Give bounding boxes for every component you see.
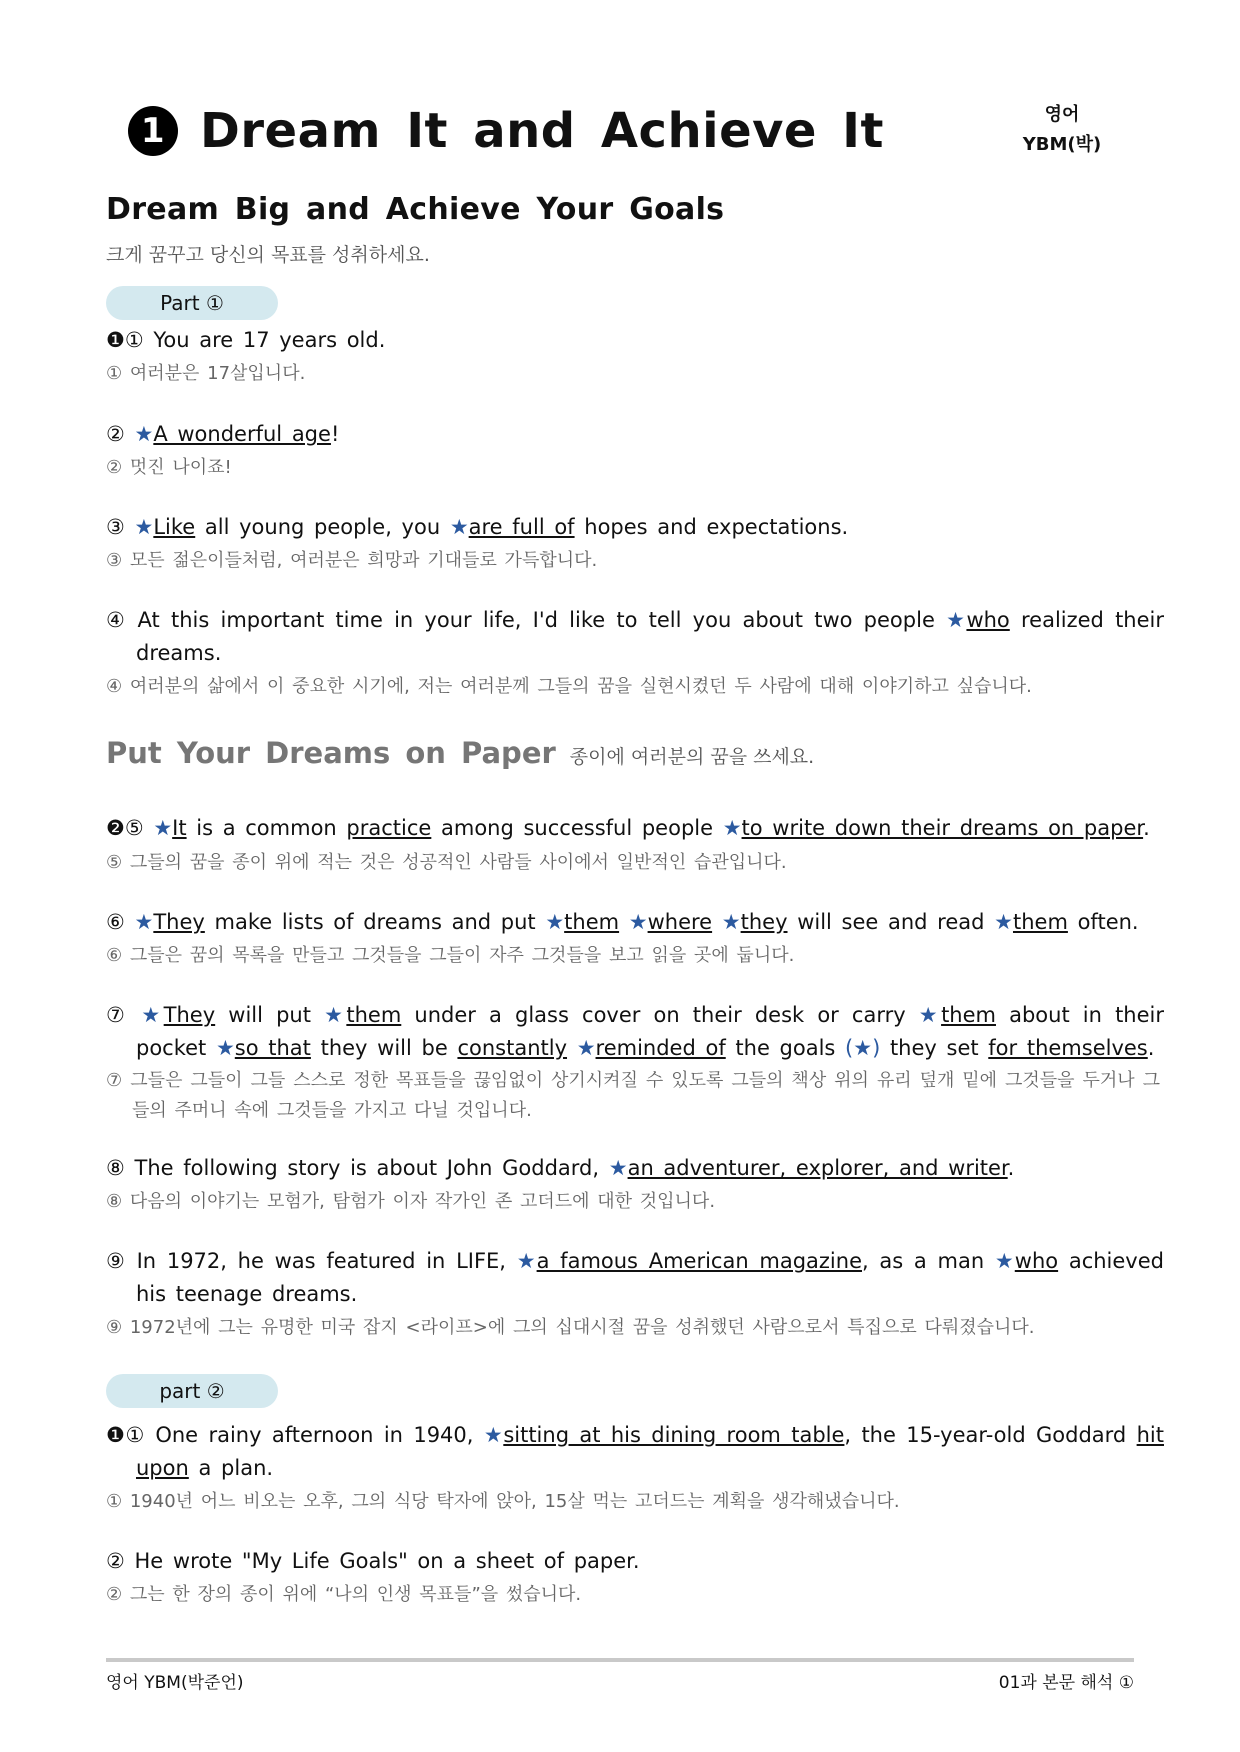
sentence-3-kr: ③ 모든 젊은이들처럼, 여러분은 희망과 기대들로 가득합니다. xyxy=(106,550,598,571)
star-icon: ★ xyxy=(516,1249,537,1273)
star-icon: ★ xyxy=(545,910,565,934)
sentence-4-kr: ④ 여러분의 삶에서 이 중요한 시기에, 저는 여러분께 그들의 꿈을 실현시켰던 두 사람에 대해 이야기하고 싶습니다. xyxy=(106,676,1032,697)
sentence-2-en xyxy=(106,418,1164,451)
underlined-phrase: practice xyxy=(346,816,432,840)
underlined-phrase: hit upon xyxy=(136,1423,1164,1480)
star-icon: ★ xyxy=(608,1156,628,1180)
sentence-number: ⑦ xyxy=(106,1003,142,1027)
sentence-3-en xyxy=(106,511,1164,544)
sentence-text: . xyxy=(1147,1036,1155,1060)
sentence-text: under a glass cover on their desk or carry xyxy=(401,1003,919,1027)
sentence-text xyxy=(712,910,722,934)
sentence-8-kr: ⑧ 다음의 이야기는 모험가, 탐험가 이자 작가인 존 고더드에 대한 것입니다. xyxy=(106,1191,716,1212)
underlined-phrase: Like xyxy=(153,515,196,539)
section-title: Dream Big and Achieve Your Goals xyxy=(106,192,725,227)
footer-divider xyxy=(106,1658,1134,1662)
star-icon: ★ xyxy=(324,1003,347,1027)
sentence-text: , as a man xyxy=(862,1249,995,1273)
underlined-phrase: they xyxy=(740,910,788,934)
star-icon: ★ xyxy=(215,1036,235,1060)
part2-sentence-1-en xyxy=(106,1419,1164,1485)
star-icon: ★ xyxy=(994,1249,1015,1273)
star-icon: ★ xyxy=(483,1423,504,1447)
part2-sentence-1-kr: ① 1940년 어느 비오는 오후, 그의 식당 탁자에 앉아, 15살 먹는 고더드는 계획을 생각해냈습니다. xyxy=(106,1491,900,1512)
section-subtitle: 크게 꿈꾸고 당신의 목표를 성취하세요. xyxy=(106,244,430,266)
sentence-text: all young people, you xyxy=(195,515,450,539)
underlined-phrase: reminded of xyxy=(595,1036,726,1060)
publisher-label: YBM(박) xyxy=(1022,134,1102,155)
sub-section-subtitle: 종이에 여러분의 꿈을 쓰세요. xyxy=(569,746,815,768)
part2-sentence-2-kr: ② 그는 한 장의 종이 위에 “나의 인생 목표들”을 썼습니다. xyxy=(106,1584,582,1605)
sentence-text: , the 15-year-old Goddard xyxy=(844,1423,1137,1447)
part2-sentence-2-en xyxy=(106,1545,1164,1578)
sentence-number: ⑥ xyxy=(106,910,135,934)
sentence-9-en xyxy=(106,1245,1164,1311)
star-icon: ★ xyxy=(134,515,154,539)
star-icon: ★ xyxy=(722,816,742,840)
sentence-text: they will be xyxy=(310,1036,458,1060)
sentence-number: ④ xyxy=(106,608,138,632)
underlined-phrase: They xyxy=(163,1003,216,1027)
sub-section-heading xyxy=(106,736,814,770)
underlined-phrase: them xyxy=(941,1003,996,1027)
underlined-phrase: them xyxy=(346,1003,402,1027)
sentence-text: will put xyxy=(215,1003,325,1027)
sentence-text: make lists of dreams and put xyxy=(204,910,546,934)
sentence-text: is a common xyxy=(186,816,347,840)
sub-section-title: Put Your Dreams on Paper xyxy=(106,736,556,770)
part-1-badge: Part ① xyxy=(106,286,278,320)
sentence-2-kr: ② 멋진 나이죠! xyxy=(106,457,232,478)
sentence-text: . xyxy=(1007,1156,1015,1180)
sentence-text: they set xyxy=(880,1036,989,1060)
sentence-4-en xyxy=(106,604,1164,670)
sentence-1-kr: ① 여러분은 17살입니다. xyxy=(106,363,306,384)
star-icon: ★ xyxy=(576,1036,596,1060)
star-icon: ★ xyxy=(628,910,648,934)
underlined-phrase: A wonderful age xyxy=(153,422,331,446)
underlined-phrase: They xyxy=(153,910,205,934)
sentence-1-en xyxy=(106,324,1164,357)
sentence-8-en xyxy=(106,1152,1164,1185)
sentence-6-kr: ⑥ 그들은 꿈의 목록을 만들고 그것들을 그들이 자주 그것들을 보고 읽을 곳에 둡니다. xyxy=(106,945,795,966)
star-icon: ★ xyxy=(141,1003,164,1027)
sentence-text xyxy=(567,1036,577,1060)
footer-right-label: 01과 본문 해석 ① xyxy=(998,1673,1134,1693)
sentence-text: the goals xyxy=(725,1036,846,1060)
sentence-text: . xyxy=(1143,816,1150,840)
star-icon: ★ xyxy=(134,910,154,934)
underlined-phrase: who xyxy=(966,608,1010,632)
sentence-text: The following story is about John Goddard, xyxy=(134,1156,609,1180)
sentence-5-en xyxy=(106,812,1164,845)
lesson-title-text: Dream It and Achieve It xyxy=(200,103,884,159)
sentence-text: In 1972, he was featured in LIFE, xyxy=(136,1249,517,1273)
lesson-title xyxy=(128,96,884,166)
underlined-phrase: them xyxy=(564,910,620,934)
sentence-number: ❶① xyxy=(106,1423,156,1447)
footer-left-label: 영어 YBM(박준언) xyxy=(106,1673,244,1693)
sentence-text: about in their pocket xyxy=(136,1003,1165,1060)
star-paren-icon: (★) xyxy=(845,1036,881,1060)
star-icon: ★ xyxy=(918,1003,942,1027)
sentence-text: hopes and expectations. xyxy=(574,515,849,539)
sentence-text: among successful people xyxy=(431,816,723,840)
star-icon: ★ xyxy=(994,910,1013,934)
sentence-text: often. xyxy=(1067,910,1139,934)
star-icon: ★ xyxy=(153,816,173,840)
underlined-phrase: are full of xyxy=(468,515,575,539)
sentence-number: ③ xyxy=(106,515,135,539)
subject-box xyxy=(1002,100,1122,160)
underlined-phrase: It xyxy=(172,816,187,840)
sentence-text xyxy=(619,910,629,934)
sentence-9-kr: ⑨ 1972년에 그는 유명한 미국 잡지 <라이프>에 그의 십대시절 꿈을 성취했던 사람으로서 특집으로 다뤄졌습니다. xyxy=(106,1317,1035,1338)
sentence-text: ! xyxy=(330,422,340,446)
underlined-phrase: constantly xyxy=(457,1036,568,1060)
sentence-5-kr: ⑤ 그들의 꿈을 종이 위에 적는 것은 성공적인 사람들 사이에서 일반적인 습관입니다. xyxy=(106,852,787,873)
part-2-badge: part ② xyxy=(106,1374,278,1408)
underlined-phrase: them xyxy=(1012,910,1068,934)
sentence-number: ❶① xyxy=(106,328,154,352)
sentence-number: ⑨ xyxy=(106,1249,137,1273)
sentence-text: realized their dreams. xyxy=(136,608,1165,665)
underlined-phrase: for themselves xyxy=(988,1036,1148,1060)
star-icon: ★ xyxy=(134,422,154,446)
sentence-7-kr: ⑦ 그들은 그들이 그들 스스로 정한 목표들을 끊임없이 상기시켜질 수 있도록 그들의 책상 위의 유리 덮개 밑에 그것들을 두거나 그들의 주머니 속에 그것들을 가지고 다닐 것입니다. xyxy=(106,1070,1160,1121)
sentence-7-en xyxy=(106,999,1164,1065)
underlined-phrase: sitting at his dining room table xyxy=(503,1423,845,1447)
sentence-text: He wrote "My Life Goals" on a sheet of paper. xyxy=(134,1549,640,1573)
sentence-text: One rainy afternoon in 1940, xyxy=(155,1423,484,1447)
underlined-phrase: a famous American magazine xyxy=(536,1249,862,1273)
underlined-phrase: where xyxy=(647,910,713,934)
sentence-text: At this important time in your life, I'd like to tell you about two people xyxy=(137,608,947,632)
sentence-number: ② xyxy=(106,422,135,446)
lesson-number-badge: 1 xyxy=(128,106,178,156)
sentence-text: achieved his teenage dreams. xyxy=(136,1249,1164,1306)
sentence-text: will see and read xyxy=(787,910,995,934)
star-icon: ★ xyxy=(721,910,741,934)
star-icon: ★ xyxy=(946,608,967,632)
sentence-6-en xyxy=(106,906,1164,939)
underlined-phrase: who xyxy=(1014,1249,1059,1273)
underlined-phrase: to write down their dreams on paper xyxy=(741,816,1144,840)
underlined-phrase: an adventurer, explorer, and writer xyxy=(627,1156,1008,1180)
sentence-text: a plan. xyxy=(188,1456,274,1480)
star-icon: ★ xyxy=(449,515,469,539)
sentence-text: You are 17 years old. xyxy=(153,328,386,352)
sentence-number: ② xyxy=(106,1549,135,1573)
sentence-number: ⑧ xyxy=(106,1156,135,1180)
sentence-number: ❷⑤ xyxy=(106,816,154,840)
underlined-phrase: so that xyxy=(234,1036,311,1060)
subject-label: 영어 xyxy=(1044,104,1080,125)
